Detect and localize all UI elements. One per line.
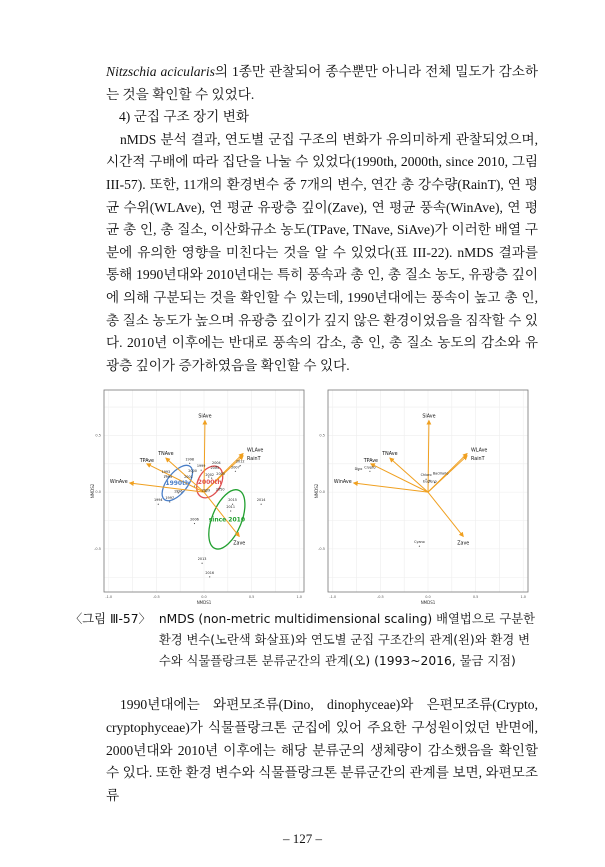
figure-row <box>88 385 538 607</box>
point-label: Cyano <box>414 540 425 545</box>
x-tick-label: 0.5 <box>248 595 255 600</box>
arrow-label: WLAve <box>471 448 488 454</box>
y-axis-label: NMDS2 <box>314 484 319 499</box>
paragraph-text: 의 1종만 관찰되어 종수뿐만 아니라 전체 밀도가 감소하는 것을 확인할 수 있었다. <box>106 64 538 102</box>
data-point <box>369 471 370 472</box>
point-label: 1999 <box>196 464 206 469</box>
arrow-label: TNAve <box>382 452 398 458</box>
data-point <box>201 470 202 471</box>
point-label: 2002 <box>205 473 215 478</box>
y-tick-label: 0.0 <box>319 490 325 495</box>
x-tick-label: 0.0 <box>425 595 431 600</box>
point-label: 2006 <box>190 517 199 522</box>
point-label: 2007 <box>231 465 240 470</box>
y-tick-label: 0.5 <box>95 433 101 438</box>
x-tick-label: 0.5 <box>472 595 479 600</box>
x-tick-label: -1.0 <box>105 595 113 600</box>
arrow-label: WinAve <box>109 480 128 486</box>
nmds-plot-taxa <box>312 385 530 607</box>
species-name: Nitzschia acicularis <box>106 64 215 79</box>
point-label: 1997 <box>165 496 175 501</box>
data-point <box>169 502 170 503</box>
nmds-plot-years <box>88 385 306 607</box>
point-label: 2013 <box>197 557 207 562</box>
point-label: 2010 <box>215 487 225 492</box>
data-point <box>235 471 236 472</box>
data-point <box>158 504 159 505</box>
arrow-label: SiAve <box>198 414 212 420</box>
y-tick-label: -0.5 <box>318 547 325 552</box>
section-heading: 4) 군집 구조 장기 변화 <box>119 109 249 125</box>
data-point <box>240 465 241 466</box>
arrow-label: Zave <box>233 541 246 547</box>
env-arrow <box>354 483 428 492</box>
paragraph-intro <box>106 61 538 106</box>
point-label: 1998 <box>185 457 195 462</box>
y-axis-label: NMDS2 <box>90 484 95 499</box>
x-tick-label: -0.5 <box>152 595 160 600</box>
point-label: 1995 <box>163 475 173 480</box>
x-tick-label: -1.0 <box>329 595 337 600</box>
figure-caption <box>70 609 538 672</box>
data-point <box>201 563 202 564</box>
arrow-label: RainT <box>247 457 261 463</box>
x-tick-label: -0.5 <box>376 595 384 600</box>
data-point <box>194 523 195 524</box>
x-axis-label: NMDS1 <box>196 600 212 606</box>
arrow-label: WinAve <box>333 480 352 486</box>
point-label: 2014 <box>256 498 266 503</box>
paragraph-taxa: 1990년대에는 와편모조류(Dino, dinophyceae)와 은편모조류(Crypto, cryptophyceae)가 식물플랑크톤 군집에 있어 주요한 구성원이었던 반면에, 2000년대와 2010년 이후에는 해당 분류군의 생체량이 감소했음을 확인할 수 있다. 또한 환경 변수와 식물플랑크톤 분류군간의 관계를 보면, 와편모조류 <box>106 697 538 803</box>
point-label: 1994 <box>153 498 163 503</box>
y-tick-label: 0.5 <box>319 433 325 438</box>
y-tick-label: -0.5 <box>94 547 101 552</box>
data-point <box>189 463 190 464</box>
paragraph-nmds: nMDS 분석 결과, 연도별 군집 구조의 변화가 유의미하게 관찰되었으며, 시간적 구배에 따라 집단을 나눌 수 있었다(1990th, 2000th, since 2010, 그림 III-57). 또한, 11개의 환경변수 중 7개의 변수, 연간 총 강수량(RainT), 연 평균 수위(WLAve), 연 평균 유광층 깊이(Zave), 연 평균 풍속(WinAve), 연 평균 총 인, 총 질소, 이산화규소 농도(TPave, TNave, SiAve)가 이러한 배열 구분에 유의한 영향을 미친다는 것을 알 수 있었다(표 III-22). nMDS 결과를 통해 1990년대와 2010년대는 특히 풍속과 총 인, 총 질소 농도, 유광층 깊이에 의해 구분되는 것을 확인할 수 있는데, 1990년대에는 풍속이 높고 총 인, 총 질소 농도가 높으며 유광층 깊이가 깊지 않은 환경이었음을 짐작할 수 있다. 2010년 이후에는 반대로 풍속의 감소, 총 인, 총 질소 농도의 감소와 유광층 깊이가 증가하였음을 확인할 수 있다. <box>106 131 538 373</box>
env-arrow <box>428 492 463 536</box>
x-axis-label: NMDS1 <box>420 600 436 606</box>
point-label: 2004 <box>212 461 221 466</box>
group-label: 1990th <box>165 480 190 488</box>
data-point <box>261 504 262 505</box>
arrow-label: TNAve <box>158 452 174 458</box>
point-label: 1996 <box>173 489 183 494</box>
group-label: since 2010 <box>208 516 246 524</box>
arrow-label: RainT <box>471 457 485 463</box>
env-arrow <box>371 464 428 492</box>
caption-text: nMDS (non-metric multidimensional scaling) 배열법으로 구분한 환경 변수(노란색 화살표)와 연도별 군집 구조간의 관계(왼)와 환경 변수와 식물플랑크톤 분류군간의 관계(오) (1993~2016, 물금 지점) <box>158 612 536 669</box>
point-label: 2015 <box>228 498 237 503</box>
data-point <box>419 546 420 547</box>
point-label: 2011 <box>226 505 235 510</box>
point-label: 2001 <box>184 475 193 480</box>
data-point <box>209 577 210 578</box>
point-label: 2005 <box>216 472 225 477</box>
point-label: Eugleno <box>423 479 437 484</box>
point-label: 1993 <box>161 470 171 475</box>
arrow-label: WLAve <box>247 448 264 454</box>
env-arrow <box>147 464 204 492</box>
caption-label: 〈그림 Ⅲ-57〉 <box>70 612 151 627</box>
group-label: 2000th <box>197 479 222 487</box>
arrow-label: Zave <box>457 541 470 547</box>
point-label: 2000 <box>188 469 197 474</box>
data-point <box>194 486 195 487</box>
point-label: 2012 <box>235 459 245 464</box>
point-label: Bacillario <box>432 471 449 476</box>
x-tick-label: 1.0 <box>520 595 527 600</box>
arrow-label: TPAve <box>363 459 379 465</box>
page-number: – 127 – <box>283 831 322 847</box>
y-tick-label: 0.0 <box>95 490 101 495</box>
arrow-label: TPAve <box>139 459 155 465</box>
point-label: 2009 <box>201 488 211 493</box>
point-label: 2003 <box>210 466 220 471</box>
x-tick-label: 1.0 <box>296 595 303 600</box>
point-label: Crypto <box>364 465 376 470</box>
data-point <box>230 511 231 512</box>
point-label: Chloro <box>420 473 432 478</box>
point-label: 2016 <box>205 571 215 576</box>
x-tick-label: 0.0 <box>201 595 207 600</box>
arrow-label: SiAve <box>422 414 436 420</box>
point-label: Dino <box>354 467 363 472</box>
